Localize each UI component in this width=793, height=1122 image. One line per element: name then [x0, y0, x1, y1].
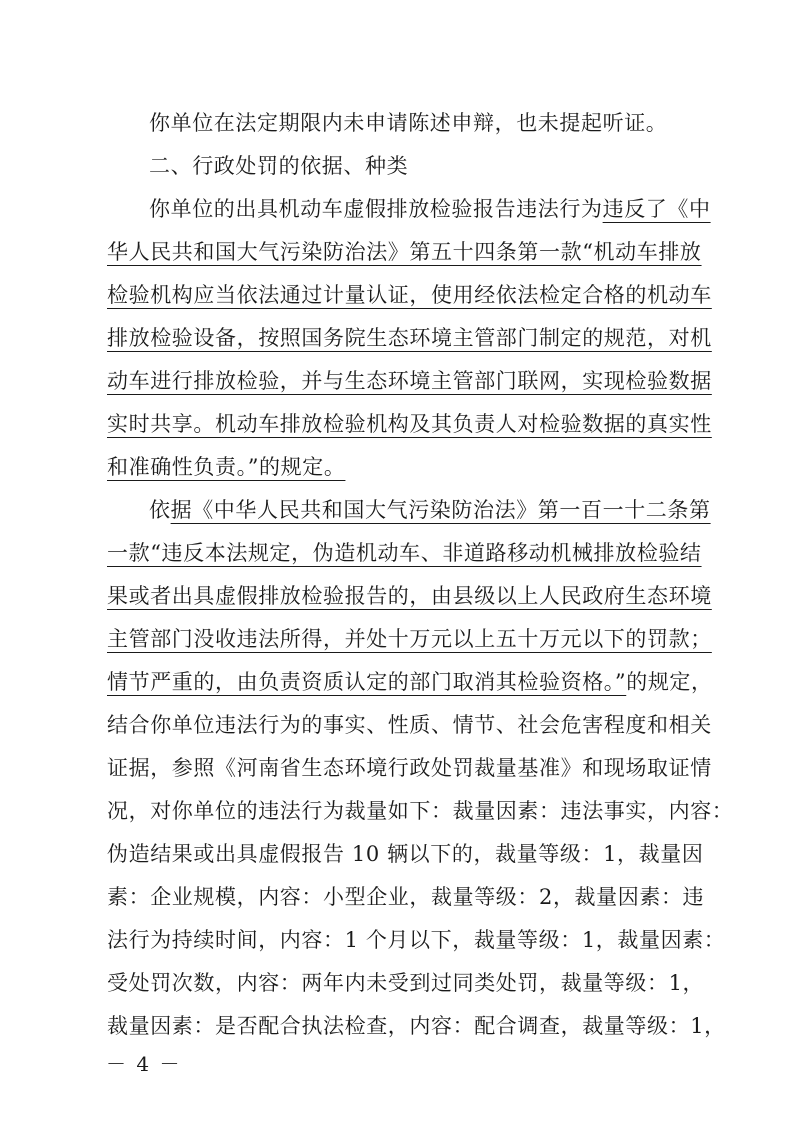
underlined-run: 据《中华人民共和国大气污染防治法》第一百一十二条第 [170, 498, 711, 522]
text-run: 二、行政处罚的依据、种类 [149, 154, 409, 178]
underlined-run: 一款“违反本法规定，伪造机动车、非道路移动机械排放检验结 [107, 541, 702, 565]
paragraph-line [149, 498, 711, 522]
paragraph-line [107, 799, 734, 823]
section-heading [149, 154, 697, 178]
underlined-run: 和准确性负责。”的规定。 [107, 455, 346, 479]
paragraph-line [107, 713, 712, 737]
paragraph-line [107, 842, 704, 866]
paragraph-line [149, 197, 711, 221]
underlined-run: 果或者出具虚假排放检验报告的，由县级以上人民政府生态环境 [107, 584, 712, 608]
text-run: 况，对你单位的违法行为裁量如下：裁量因素：违法事实，内容： [107, 799, 734, 823]
paragraph-line [107, 240, 702, 264]
text-run: 证据，参照《河南省生态环境行政处罚裁量基准》和现场取证情 [107, 756, 712, 780]
underlined-run: 排放检验设备，按照国务院生态环境主管部门制定的规范，对机 [107, 326, 712, 350]
underlined-run: 违反了《中 [602, 197, 711, 221]
underlined-run: 华人民共和国大气污染防治法》第五十四条第一款“机动车排放 [107, 240, 702, 264]
underlined-run: 实时共享。机动车排放检验机构及其负责人对检验数据的真实性 [107, 412, 712, 436]
underlined-run: 主管部门没收违法所得，并处十万元以上五十万元以下的罚款； [107, 627, 712, 651]
text-run: 你单位的出具机动车虚假排放检验报告违法行为 [149, 197, 603, 221]
paragraph-line [107, 756, 712, 780]
text-run: 法行为持续时间，内容：1 个月以下，裁量等级：1，裁量因素： [107, 928, 726, 952]
paragraph-hearing-notice [149, 111, 697, 135]
text-run: 伪造结果或出具虚假报告 10 辆以下的，裁量等级：1，裁量因 [107, 842, 704, 866]
text-run: 素：企业规模，内容：小型企业，裁量等级：2，裁量因素：违 [107, 885, 705, 909]
paragraph-line [107, 1014, 726, 1038]
text-run: 的规定， [626, 670, 713, 694]
text-run: 裁量因素：是否配合执法检查，内容：配合调查，裁量等级：1， [107, 1014, 726, 1038]
paragraph-line [107, 283, 712, 307]
paragraph-line [107, 928, 726, 952]
paragraph-line [107, 369, 712, 393]
text-run: 你单位在法定期限内未申请陈述申辩，也未提起听证。 [149, 111, 668, 135]
underlined-run: 检验机构应当依法通过计量认证，使用经依法检定合格的机动车 [107, 283, 712, 307]
paragraph-line [107, 541, 702, 565]
text-run: 依 [149, 498, 171, 522]
page-number: － 4 － [106, 1052, 182, 1076]
paragraph-line [107, 326, 712, 350]
paragraph-line [107, 412, 712, 436]
text-run: 结合你单位违法行为的事实、性质、情节、社会危害程度和相关 [107, 713, 712, 737]
text-run: 受处罚次数，内容：两年内未受到过同类处罚，裁量等级：1， [107, 971, 705, 995]
paragraph-line [107, 627, 712, 651]
underlined-run: 情节严重的，由负责资质认定的部门取消其检验资格。” [107, 670, 627, 694]
paragraph-line [107, 584, 712, 608]
paragraph-line [107, 971, 705, 995]
paragraph-line [107, 455, 697, 479]
paragraph-line [107, 885, 705, 909]
paragraph-line [107, 670, 713, 694]
underlined-run: 动车进行排放检验，并与生态环境主管部门联网，实现检验数据 [107, 369, 712, 393]
